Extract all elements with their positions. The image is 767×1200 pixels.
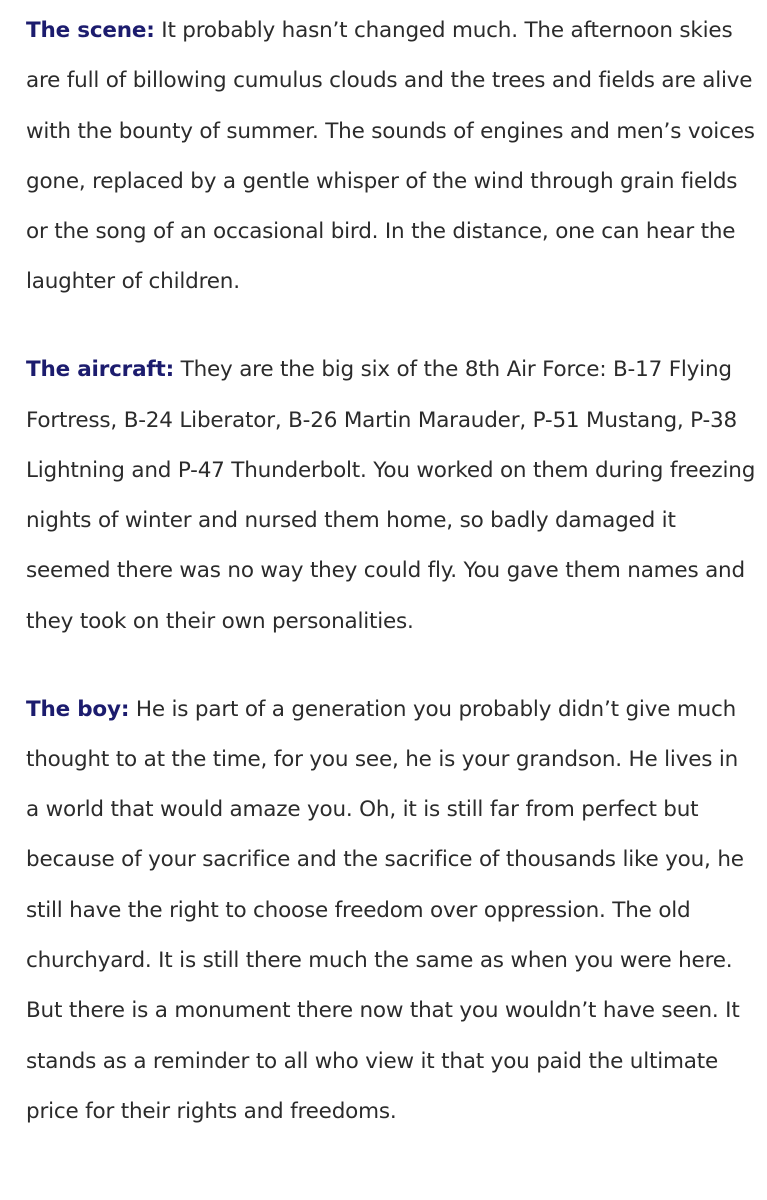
paragraph-lead: The aircraft: [26, 357, 175, 383]
paragraph-text: It probably hasn’t changed much. The afternoon skies are full of billowing cumulus clouds and the trees and fields are alive with the bounty of summer. The sounds of engines and men’s voices gone, replaced by a gentle whisper of the wind through grain fields or the song of an occasional bird. In the distance, one can hear the laughter of children. [26, 18, 755, 295]
paragraph-lead: The boy: [26, 696, 130, 722]
article-body [26, 6, 756, 1137]
paragraph-text: He is part of a generation you probably didn’t give much thought to at the time, for you see, he is your grandson. He lives in a world that would amaze you. Oh, it is still far from perfect but because of your sacrifice and the sacrifice of thousands like you, he still have the right to choose freedom over oppression. The old churchyard. It is still there much the same as when you were here. But there is a monument there now that you wouldn’t have seen. It stands as a reminder to all who view it that you paid the ultimate price for their rights and freedoms. [26, 696, 744, 1124]
paragraph-lead: The scene: [26, 18, 155, 43]
paragraph-boy [26, 685, 756, 1138]
paragraph-scene [26, 6, 756, 308]
paragraph-aircraft [26, 345, 756, 647]
paragraph-text: They are the big six of the 8th Air Force: B-17 Flying Fortress, B-24 Liberator, B-26 Martin Marauder, P-51 Mustang, P-38 Lightning and P-47 Thunderbolt. You worked on them during freezing nights of winter and nursed them home, so badly damaged it seemed there was no way they could fly. You gave them names and they took on their own personalities. [26, 357, 756, 634]
